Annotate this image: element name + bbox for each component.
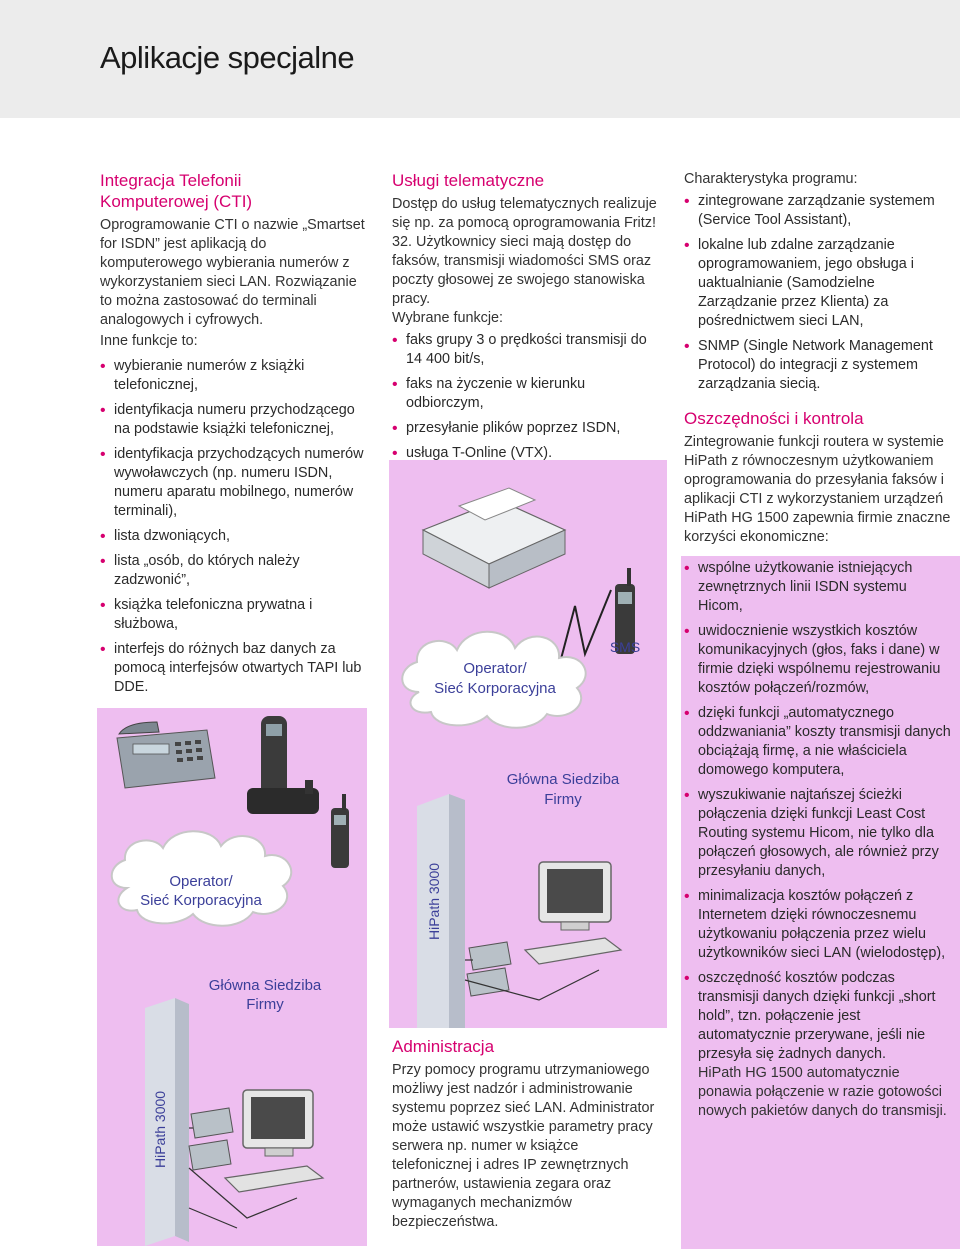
cti-heading: Integracja Telefonii Komputerowej (CTI) [100,171,253,211]
hipath-server-icon [417,794,465,1028]
list-item: • zintegrowane zarządzanie systemem (Service Tool Assistant), [684,192,954,230]
cloud-label-line1: Operator/ [169,873,233,890]
operator-cloud-icon [402,632,585,728]
list-item: • uwidocznienie wszystkich kosztów komunikacyjnych (głos, faks i dane) w firmie dzięki wspólnemu rejestrowaniu kosztów połączeń/rozmów, [684,622,954,698]
list-item: • faks na życzenie w kierunku odbiorczym, [392,375,662,413]
list-item: • SNMP (Single Network Management Protocol) do integracji z systemem zarządzania siecią. [684,337,954,394]
list-item: • usługa T-Online (VTX). [392,444,662,463]
computer-icon [225,1090,323,1192]
diagram-panel-middle [389,460,667,1028]
network-diagram-left [97,708,367,1246]
phones-icon [467,942,511,996]
list-item: • identyfikacja przychodzących numerów wywoławczych (np. numeru ISDN, numeru aparatu mobilnego, numerów terminali), [100,445,372,521]
sms-label: SMS [609,639,641,655]
server-label: HiPath 3000 [152,1090,168,1168]
list-item: • lista „osób, do których należy zadzwonić”, [100,552,372,590]
list-item: • minimalizacja kosztów połączeń z Internetem dzięki równoczesnemu użytkowaniu połączenia przez wielu użytkowników sieci LAN (wielodostęp), [684,887,954,963]
admin-text: Przy pomocy programu utrzymaniowego możliwy jest nadzór i administrowanie systemu poprzez sieć LAN. Administrator może ustawić wszystkie parametry pracy serwera np. numer w książce telefonicznej i adres IP zewnętrznych partnerów, ustawienia zegara oraz wymaganych mechanizmów bezpieczeństwa. [392,1062,655,1230]
hq-label-line1: Główna Siedziba [208,977,322,994]
operator-cloud-icon [112,831,291,926]
cti-intro: Oprogramowanie CTI o nazwie „Smartset for ISDN” jest aplikacją do komputerowego wybierania numerów z wykorzystaniem sieci LAN. Rozwiązanie to można zastosować do terminali analogowych i cyfrowych. [100,217,365,328]
admin-heading: Administracja [392,1037,495,1056]
cloud-label-line2: Sieć Korporacyjna [140,892,262,909]
cloud-label-line1: Operator/ [463,660,527,677]
list-item: • przesyłanie plików poprzez ISDN, [392,419,662,438]
cti-section [100,170,372,703]
list-item: • lista dzwoniących, [100,527,372,546]
cti-function-list [100,357,372,697]
cordless-phone-icon [247,716,319,814]
phones-icon [189,1108,233,1170]
list-item: • interfejs do różnych baz danych za pomocą interfejsów otwartych TAPI lub DDE. [100,640,372,697]
page-header [0,0,960,118]
cloud-label-line2: Sieć Korporacyjna [434,680,556,697]
list-item: • wyszukiwanie najtańszej ścieżki połączenia dzięki funkcji Least Cost Routing systemu Hicom, nie tylko dla połączeń głosowych, ale również przy przesyłaniu danych, [684,786,954,881]
list-item: • wspólne użytkowanie istniejących zewnętrznych linii ISDN systemu Hicom, [684,559,954,616]
hq-label-line1: Główna Siedziba [506,771,620,788]
savings-intro: Zintegrowanie funkcji routera w systemie HiPath z równoczesnym użytkowaniem oprogramowania do przesyłania faksów i aplikacji CTI z wykorzystaniem urządzeń HiPath HG 1500 zapewnia firmie znaczne korzyści ekonomiczne: [684,434,951,545]
computer-icon [525,862,621,964]
telematics-functions-label: Wybrane funkcje: [392,310,504,326]
telematics-intro: Dostęp do usług telematycznych realizuje się np. za pomocą oprogramowania Fritz! 32. Użytkownicy sieci mają dostęp do faksów, transmisji wiadomości SMS oraz poczty głosowej ze swojego stanowiska pracy. [392,196,657,307]
hq-label-line2: Firmy [544,791,582,808]
list-item: • lokalne lub zdalne zarządzanie oprogramowaniem, jego obsługa i uaktualnianie (Samodzielne Zarządzanie przez Klienta) za pośrednictwem sieci LAN, [684,236,954,331]
admin-section [392,1036,662,1232]
diagram-panel-left [97,708,367,1246]
hipath-server-icon [145,998,189,1246]
fax-machine-icon [423,488,565,588]
list-item: • dzięki funkcji „automatycznego oddzwaniania” koszty transmisji danych obciążają firmę, a nie właściciela domowego komputera, [684,704,954,780]
hq-label-line2: Firmy [246,996,284,1013]
page-title: Aplikacje specjalne [100,40,355,75]
telematics-heading: Usługi telematyczne [392,171,545,190]
savings-outro: HiPath HG 1500 automatycznie ponawia połączenie w razie gotowości nowych pakietów danych do transmisji. [698,1065,947,1119]
savings-heading: Oszczędności i kontrola [684,409,864,428]
telematics-function-list [392,331,662,463]
program-label: Charakterystyka programu: [684,171,858,187]
network-diagram-middle [389,460,667,1028]
desk-phone-icon [117,722,215,788]
list-item: • faks grupy 3 o prędkości transmisji do 14 400 bit/s, [392,331,662,369]
program-feature-list [684,192,954,394]
mobile-phone-icon [331,794,349,868]
server-label: HiPath 3000 [426,862,442,940]
telematics-section [392,170,662,469]
list-item: • oszczędność kosztów podczas transmisji danych dzięki funkcji „short hold”, tzn. połączenie jest automatycznie przerywane, jeśli nie przesyła się żadnych danych. [684,969,954,1064]
list-item: • wybieranie numerów z książki telefonicznej, [100,357,372,395]
savings-list [684,559,954,1064]
program-section [684,170,954,1121]
list-item: • identyfikacja numeru przychodzącego na podstawie książki telefonicznej, [100,401,372,439]
cti-functions-label: Inne funkcje to: [100,333,198,349]
list-item: • książka telefoniczna prywatna i służbowa, [100,596,372,634]
